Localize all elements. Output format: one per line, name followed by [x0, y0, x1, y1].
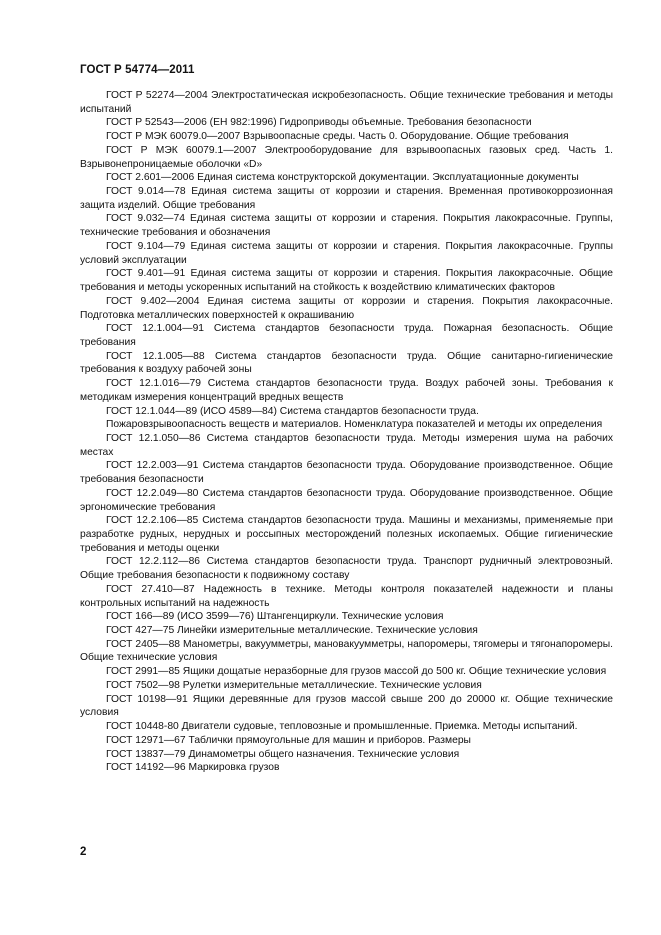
- reference-item: ГОСТ 7502—98 Рулетки измерительные металлические. Технические условия: [106, 679, 482, 691]
- reference-item: ГОСТ 10448-80 Двигатели судовые, тепловозные и промышленные. Приемка. Методы испытаний.: [106, 721, 578, 733]
- reference-item: ГОСТ 9.014—78 Единая система защиты от коррозии и старения. Временная противокоррозионная защита изделий. Общие требования: [80, 186, 613, 211]
- reference-item: ГОСТ 27.410—87 Надежность в технике. Методы контроля показателей надежности и планы контрольных испытаний на надежность: [80, 583, 613, 609]
- reference-item: ГОСТ 2.601—2006 Единая система конструкторской документации. Эксплуатационные документы: [106, 172, 579, 184]
- reference-item: ГОСТ 12.1.044—89 (ИСО 4589—84) Система стандартов безопасности труда.: [106, 405, 479, 417]
- reference-item: ГОСТ 9.401—91 Единая система защиты от коррозии и старения. Покрытия лакокрасочные. Общие требования и методы ускоренных испытаний на стойкость к воздействию климатических факторов: [80, 268, 613, 294]
- reference-item: ГОСТ 2405—88 Манометры, вакуумметры, мановакуумметры, напоромеры, тягомеры и тягонапоромеры. Общие технические условия: [80, 638, 613, 664]
- normative-references-list: [80, 89, 613, 775]
- reference-item: ГОСТ 12.2.049—80 Система стандартов безопасности труда. Оборудование производственное. Общие эргономические требования: [80, 487, 613, 513]
- reference-item: ГОСТ 12.2.112—86 Система стандартов безопасности труда. Транспорт рудничный электровозный. Общие требования безопасности к подвижному составу: [80, 556, 613, 582]
- reference-item: ГОСТ Р 52274—2004 Электростатическая искробезопасность. Общие технические требования и методы испытаний: [80, 90, 613, 115]
- reference-item: ГОСТ 12971—67 Таблички прямоугольные для машин и приборов. Размеры: [106, 734, 471, 746]
- reference-item: ГОСТ Р 52543—2006 (ЕН 982:1996) Гидроприводы объемные. Требования безопасности: [106, 117, 532, 129]
- reference-item: ГОСТ 12.2.003—91 Система стандартов безопасности труда. Оборудование производственное. Общие требования безопасности: [80, 460, 613, 486]
- reference-item: ГОСТ 12.2.106—85 Система стандартов безопасности труда. Машины и механизмы, применяемые при разработке рудных, нерудных и россыпных месторождений полезных ископаемых. Общие гигиенические требования и методы оценки: [80, 515, 613, 554]
- reference-item: ГОСТ 9.104—79 Единая система защиты от коррозии и старения. Покрытия лакокрасочные. Группы условий эксплуатации: [80, 240, 613, 266]
- reference-item: ГОСТ 12.1.016—79 Система стандартов безопасности труда. Воздух рабочей зоны. Требования к методикам измерения концентраций вредных веществ: [80, 378, 613, 403]
- reference-item: ГОСТ Р МЭК 60079.1—2007 Электрооборудование для взрывоопасных газовых сред. Часть 1. Взрывонепроницаемые оболочки «D»: [80, 144, 613, 170]
- reference-item: ГОСТ 427—75 Линейки измерительные металлические. Технические условия: [106, 625, 478, 637]
- reference-item: ГОСТ 2991—85 Ящики дощатые неразборные для грузов массой до 500 кг. Общие технические условия: [106, 666, 607, 678]
- reference-item: ГОСТ 12.1.004—91 Система стандартов безопасности труда. Пожарная безопасность. Общие требования: [80, 323, 613, 348]
- reference-item: ГОСТ 10198—91 Ящики деревянные для грузов массой свыше 200 до 20000 кг. Общие технические условия: [80, 693, 613, 719]
- document-code-header: ГОСТ Р 54774—2011: [80, 64, 195, 76]
- reference-item: ГОСТ Р МЭК 60079.0—2007 Взрывоопасные среды. Часть 0. Оборудование. Общие требования: [106, 131, 569, 143]
- reference-item: ГОСТ 9.402—2004 Единая система защиты от коррозии и старения. Покрытия лакокрасочные. Подготовка металлических поверхностей к окрашиванию: [80, 295, 613, 321]
- reference-item: ГОСТ 13837—79 Динамометры общего назначения. Технические условия: [106, 748, 460, 760]
- reference-item: ГОСТ 12.1.050—86 Система стандартов безопасности труда. Методы измерения шума на рабочих местах: [80, 432, 613, 458]
- reference-item: ГОСТ 12.1.005—88 Система стандартов безопасности труда. Общие санитарно-гигиенические требования к воздуху рабочей зоны: [80, 350, 613, 376]
- page-number: 2: [80, 846, 87, 858]
- reference-item: ГОСТ 9.032—74 Единая система защиты от коррозии и старения. Покрытия лакокрасочные. Группы, технические требования и обозначения: [80, 213, 613, 239]
- reference-item: ГОСТ 14192—96 Маркировка грузов: [106, 762, 280, 774]
- reference-item: ГОСТ 166—89 (ИСО 3599—76) Штангенциркули. Технические условия: [106, 611, 444, 623]
- reference-item: Пожаровзрывоопасность веществ и материалов. Номенклатура показателей и методы их определения: [106, 419, 603, 431]
